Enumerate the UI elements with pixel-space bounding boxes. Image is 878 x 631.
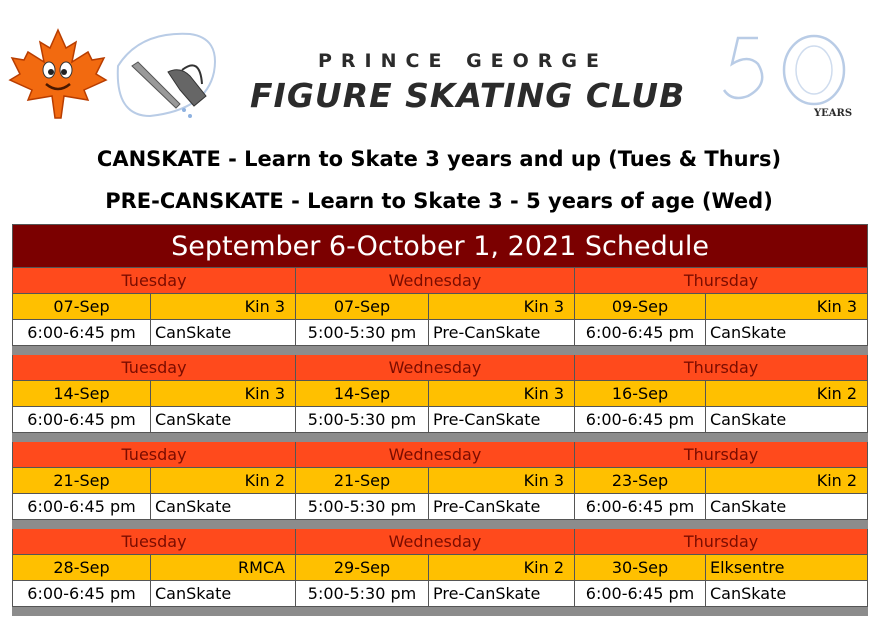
week-separator	[13, 520, 868, 529]
session-time: 6:00-6:45 pm	[13, 581, 151, 607]
separator-cell	[13, 346, 296, 355]
session-date: 21-Sep	[13, 468, 151, 494]
separator-cell	[296, 346, 575, 355]
week-separator	[13, 433, 868, 442]
session-program: Pre-CanSkate	[429, 581, 575, 607]
day-row	[13, 268, 868, 294]
session-time: 6:00-6:45 pm	[575, 494, 706, 520]
session-date: 30-Sep	[575, 555, 706, 581]
separator-cell	[296, 520, 575, 529]
session-time: 6:00-6:45 pm	[13, 494, 151, 520]
day-row	[13, 529, 868, 555]
session-location: Kin 3	[429, 294, 575, 320]
separator-cell	[296, 607, 575, 616]
canskate-heading: CANSKATE - Learn to Skate 3 years and up (Tues & Thurs)	[96, 147, 782, 171]
session-program: CanSkate	[151, 494, 296, 520]
date-row	[13, 468, 868, 494]
session-location: Kin 2	[706, 468, 868, 494]
session-date: 14-Sep	[296, 381, 429, 407]
pre-canskate-heading: PRE-CANSKATE - Learn to Skate 3 - 5 years of age (Wed)	[105, 189, 773, 213]
session-program: Pre-CanSkate	[429, 407, 575, 433]
week-separator	[13, 607, 868, 616]
session-location: Kin 3	[151, 381, 296, 407]
session-time: 6:00-6:45 pm	[13, 407, 151, 433]
session-date: 14-Sep	[13, 381, 151, 407]
day-header: Wednesday	[296, 355, 575, 381]
session-program: CanSkate	[706, 407, 868, 433]
session-program: CanSkate	[706, 581, 868, 607]
separator-cell	[575, 607, 868, 616]
session-date: 29-Sep	[296, 555, 429, 581]
session-location: Kin 3	[429, 381, 575, 407]
fifty-years-logo	[718, 24, 868, 124]
date-row	[13, 294, 868, 320]
day-header: Thursday	[575, 442, 868, 468]
session-time: 5:00-5:30 pm	[296, 494, 429, 520]
session-location: Kin 2	[706, 381, 868, 407]
time-row	[13, 494, 868, 520]
session-program: CanSkate	[706, 494, 868, 520]
separator-cell	[13, 520, 296, 529]
session-location: Kin 2	[151, 468, 296, 494]
header	[0, 0, 878, 140]
session-program: CanSkate	[151, 320, 296, 346]
session-program: CanSkate	[706, 320, 868, 346]
day-header: Tuesday	[13, 529, 296, 555]
day-row	[13, 355, 868, 381]
session-time: 6:00-6:45 pm	[575, 407, 706, 433]
session-location: Kin 3	[706, 294, 868, 320]
maple-leaf-logo	[8, 28, 108, 120]
separator-cell	[575, 346, 868, 355]
session-date: 28-Sep	[13, 555, 151, 581]
session-time: 5:00-5:30 pm	[296, 581, 429, 607]
schedule-title: September 6-October 1, 2021 Schedule	[13, 225, 868, 268]
session-program: Pre-CanSkate	[429, 494, 575, 520]
session-location: Kin 2	[429, 555, 575, 581]
day-header: Thursday	[575, 529, 868, 555]
date-row	[13, 381, 868, 407]
session-date: 09-Sep	[575, 294, 706, 320]
session-time: 6:00-6:45 pm	[575, 320, 706, 346]
session-date: 07-Sep	[13, 294, 151, 320]
club-name-top: PRINCE GEORGE	[318, 50, 608, 72]
club-name-main: FIGURE SKATING CLUB	[250, 76, 686, 115]
day-header: Tuesday	[13, 268, 296, 294]
session-location: Kin 3	[151, 294, 296, 320]
day-header: Wednesday	[296, 268, 575, 294]
day-row	[13, 442, 868, 468]
schedule-title-row	[13, 225, 868, 268]
session-date: 23-Sep	[575, 468, 706, 494]
time-row	[13, 320, 868, 346]
day-header: Wednesday	[296, 442, 575, 468]
separator-cell	[13, 607, 296, 616]
time-row	[13, 581, 868, 607]
session-location: RMCA	[151, 555, 296, 581]
day-header: Thursday	[575, 355, 868, 381]
time-row	[13, 407, 868, 433]
session-program: CanSkate	[151, 581, 296, 607]
week-separator	[13, 346, 868, 355]
day-header: Thursday	[575, 268, 868, 294]
separator-cell	[575, 433, 868, 442]
session-location: Kin 3	[429, 468, 575, 494]
session-location: Elksentre	[706, 555, 868, 581]
session-time: 6:00-6:45 pm	[13, 320, 151, 346]
session-time: 6:00-6:45 pm	[575, 581, 706, 607]
date-row	[13, 555, 868, 581]
session-time: 5:00-5:30 pm	[296, 407, 429, 433]
session-date: 07-Sep	[296, 294, 429, 320]
session-date: 16-Sep	[575, 381, 706, 407]
skate-logo	[110, 26, 230, 126]
session-program: Pre-CanSkate	[429, 320, 575, 346]
years-label: YEARS	[814, 108, 853, 119]
session-date: 21-Sep	[296, 468, 429, 494]
day-header: Tuesday	[13, 355, 296, 381]
schedule-table	[12, 224, 868, 616]
day-header: Tuesday	[13, 442, 296, 468]
separator-cell	[13, 433, 296, 442]
separator-cell	[575, 520, 868, 529]
session-time: 5:00-5:30 pm	[296, 320, 429, 346]
separator-cell	[296, 433, 575, 442]
session-program: CanSkate	[151, 407, 296, 433]
day-header: Wednesday	[296, 529, 575, 555]
